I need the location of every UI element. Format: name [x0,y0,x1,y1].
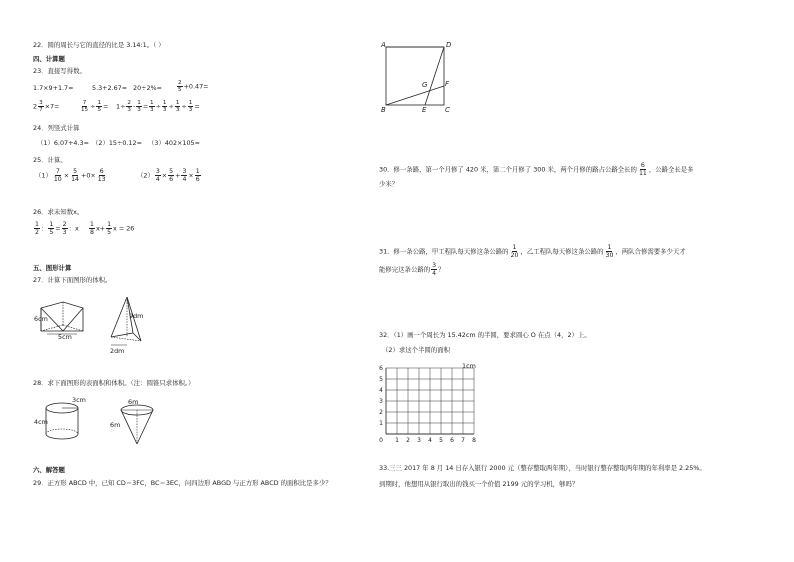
x-tick-label: 7 [461,437,465,444]
x-tick-label: 4 [428,437,432,444]
question-25: 25．计算。 [33,156,67,164]
q23-item-4: $\frac{2}{5}$ +0.47= [178,80,209,94]
q28-cone-figure [115,402,159,452]
q27-cone-figure [105,295,155,355]
q27-prism-width-label: 5cm [58,333,72,341]
y-tick-label: 4 [379,387,383,394]
y-tick-label: 1 [379,420,383,427]
x-tick-label: 6 [450,437,454,444]
grid-unit-label: 1cm [462,362,476,370]
q27-cone-width-label: 2dm [110,347,125,355]
y-tick-label: 3 [379,398,383,405]
q28-cylinder-diameter-label: 3cm [72,396,86,404]
q23-item-5: 2 $\frac{3}{7}$ ×7= [33,100,60,114]
section-heading-calculation: 四、计算题 [33,55,65,63]
section-heading-geometry: 五、图形计算 [33,264,72,272]
question-26: 26．求未知数x。 [33,208,84,216]
question-30-line-2: 少米？ [379,180,399,188]
cone-side [111,297,127,337]
cone-hidden-base [111,337,141,341]
x-tick-label: 2 [406,437,410,444]
question-23: 23．直接写得数。 [33,67,86,75]
q26-equation-1: $\frac{1}{2}$ ： $\frac{1}{5}$ = $\frac{2}{3}$ ：x [35,221,79,236]
y-tick-label: 6 [379,365,383,372]
q23-item-8: $\frac{1}{3}$ ÷ $\frac{1}{3}$ ÷ $\frac{1}{3}$ ÷ $\frac{1}{3}$ = [150,100,200,114]
q24-item-2: （2）15÷0.12= [92,139,142,147]
x-tick-label: 3 [417,437,421,444]
q24-item-1: （1）6.07+4.3= [37,139,89,147]
q23-item-1: 1.7×9+1.7= [33,84,74,92]
question-24: 24．列竖式计算 [33,124,80,132]
point-b-label: B [381,106,386,114]
question-28: 28．求下面图形的表面积和体积。（注：圆锥只求体积。） [33,379,195,387]
question-33-line-2: 到期时，他想用从银行取出的钱买一个价值 2199 元的学习机，够吗？ [379,480,579,488]
point-e-label: E [422,106,427,114]
q28-cone-diameter-label: 6m [128,398,139,406]
question-32-part-2: （2）求这个半圆的面积 [382,346,450,354]
y-tick-label: 2 [379,409,383,416]
question-22: 22．圆的周长与它的直径的比是 3.14:1。（ ） [33,41,165,49]
cone-base-edge [111,333,133,337]
x-tick-label: 1 [395,437,399,444]
cylinder-bottom-hidden [46,429,78,434]
point-c-label: C [445,106,450,114]
q25-expression-2: （2） $\frac{3}{4}$ × $\frac{5}{6}$ + $\frac{3}{4}$ × $\frac{1}{6}$ [137,168,200,183]
q23-item-6: $\frac{7}{15}$ ÷ $\frac{1}{5}$ = [81,100,109,114]
point-a-label: A [381,41,386,49]
q27-prism-height-label: 6cm [34,315,48,323]
q28-cone-height-label: 6m [110,421,121,429]
q23-item-2: 5.3+2.67= [92,84,128,92]
question-30: 30．修一条路，第一个月修了 420 米，第二个月修了 300 米，两个月修的路占公路全长的 $\frac{6}{11}$ ，公路全长是多 [379,162,694,177]
point-f-label: F [445,80,450,88]
section-heading-word-problems: 六、解答题 [33,466,65,474]
segment-de [425,47,444,105]
coordinate-grid [376,362,486,446]
segment-bf [386,86,444,105]
x-tick-label: 5 [439,437,443,444]
q26-equation-2: $\frac{1}{8}$ x+ $\frac{1}{5}$ x = 26 [90,221,135,236]
question-27: 27．计算下面图形的体积。 [33,276,112,284]
origin-label: 0 [379,437,383,444]
q25-expression-1: （1） $\frac{7}{10}$ × $\frac{5}{14}$ +0× $\frac{6}{13}$ [35,168,106,183]
q23-item-3: 20÷2%= [133,84,162,92]
y-tick-label: 5 [379,376,383,383]
square-abcd-diagram [380,42,452,114]
prism-edge [63,308,83,331]
q24-item-3: （3）402×105= [148,139,200,147]
x-tick-label: 8 [472,437,476,444]
q28-cylinder-height-label: 4cm [34,418,48,426]
q27-cone-height-label: 9dm [129,312,144,320]
point-d-label: D [446,41,452,49]
question-31-line-2: 能修完这条公路的 $\frac{3}{4}$ ？ [379,262,445,277]
q23-item-7: 1÷ $\frac{2}{3}$ - $\frac{1}{3}$ = [116,100,149,114]
question-32-part-1: 32．（1）画一个周长为 15.42cm 的半圆，要求圆心 O 在点（4，2）上。 [379,331,591,339]
point-g-label: G [422,81,428,89]
question-31: 31．修一条公路，甲工程队每天修这条公路的 $\frac{1}{20}$ ，乙工程队每天修这条公路的 $\frac{1}{30}$ ，两队合修需要多少天才 [379,244,686,259]
question-33-line-1: 33.三三 2017 年 8 月 14 日存入银行 2000 元（整存整取两年期），当时银行整存整取两年期的年利率是 2.25%。 [379,464,706,472]
question-29: 29．正方形 ABCD 中，已知 CD＝3FC，BC＝3EC，问四边形 ABGD 与正方形 ABCD 的面积比是多少？ [33,479,332,487]
square-outline [386,47,444,105]
cylinder-bottom [46,434,78,439]
